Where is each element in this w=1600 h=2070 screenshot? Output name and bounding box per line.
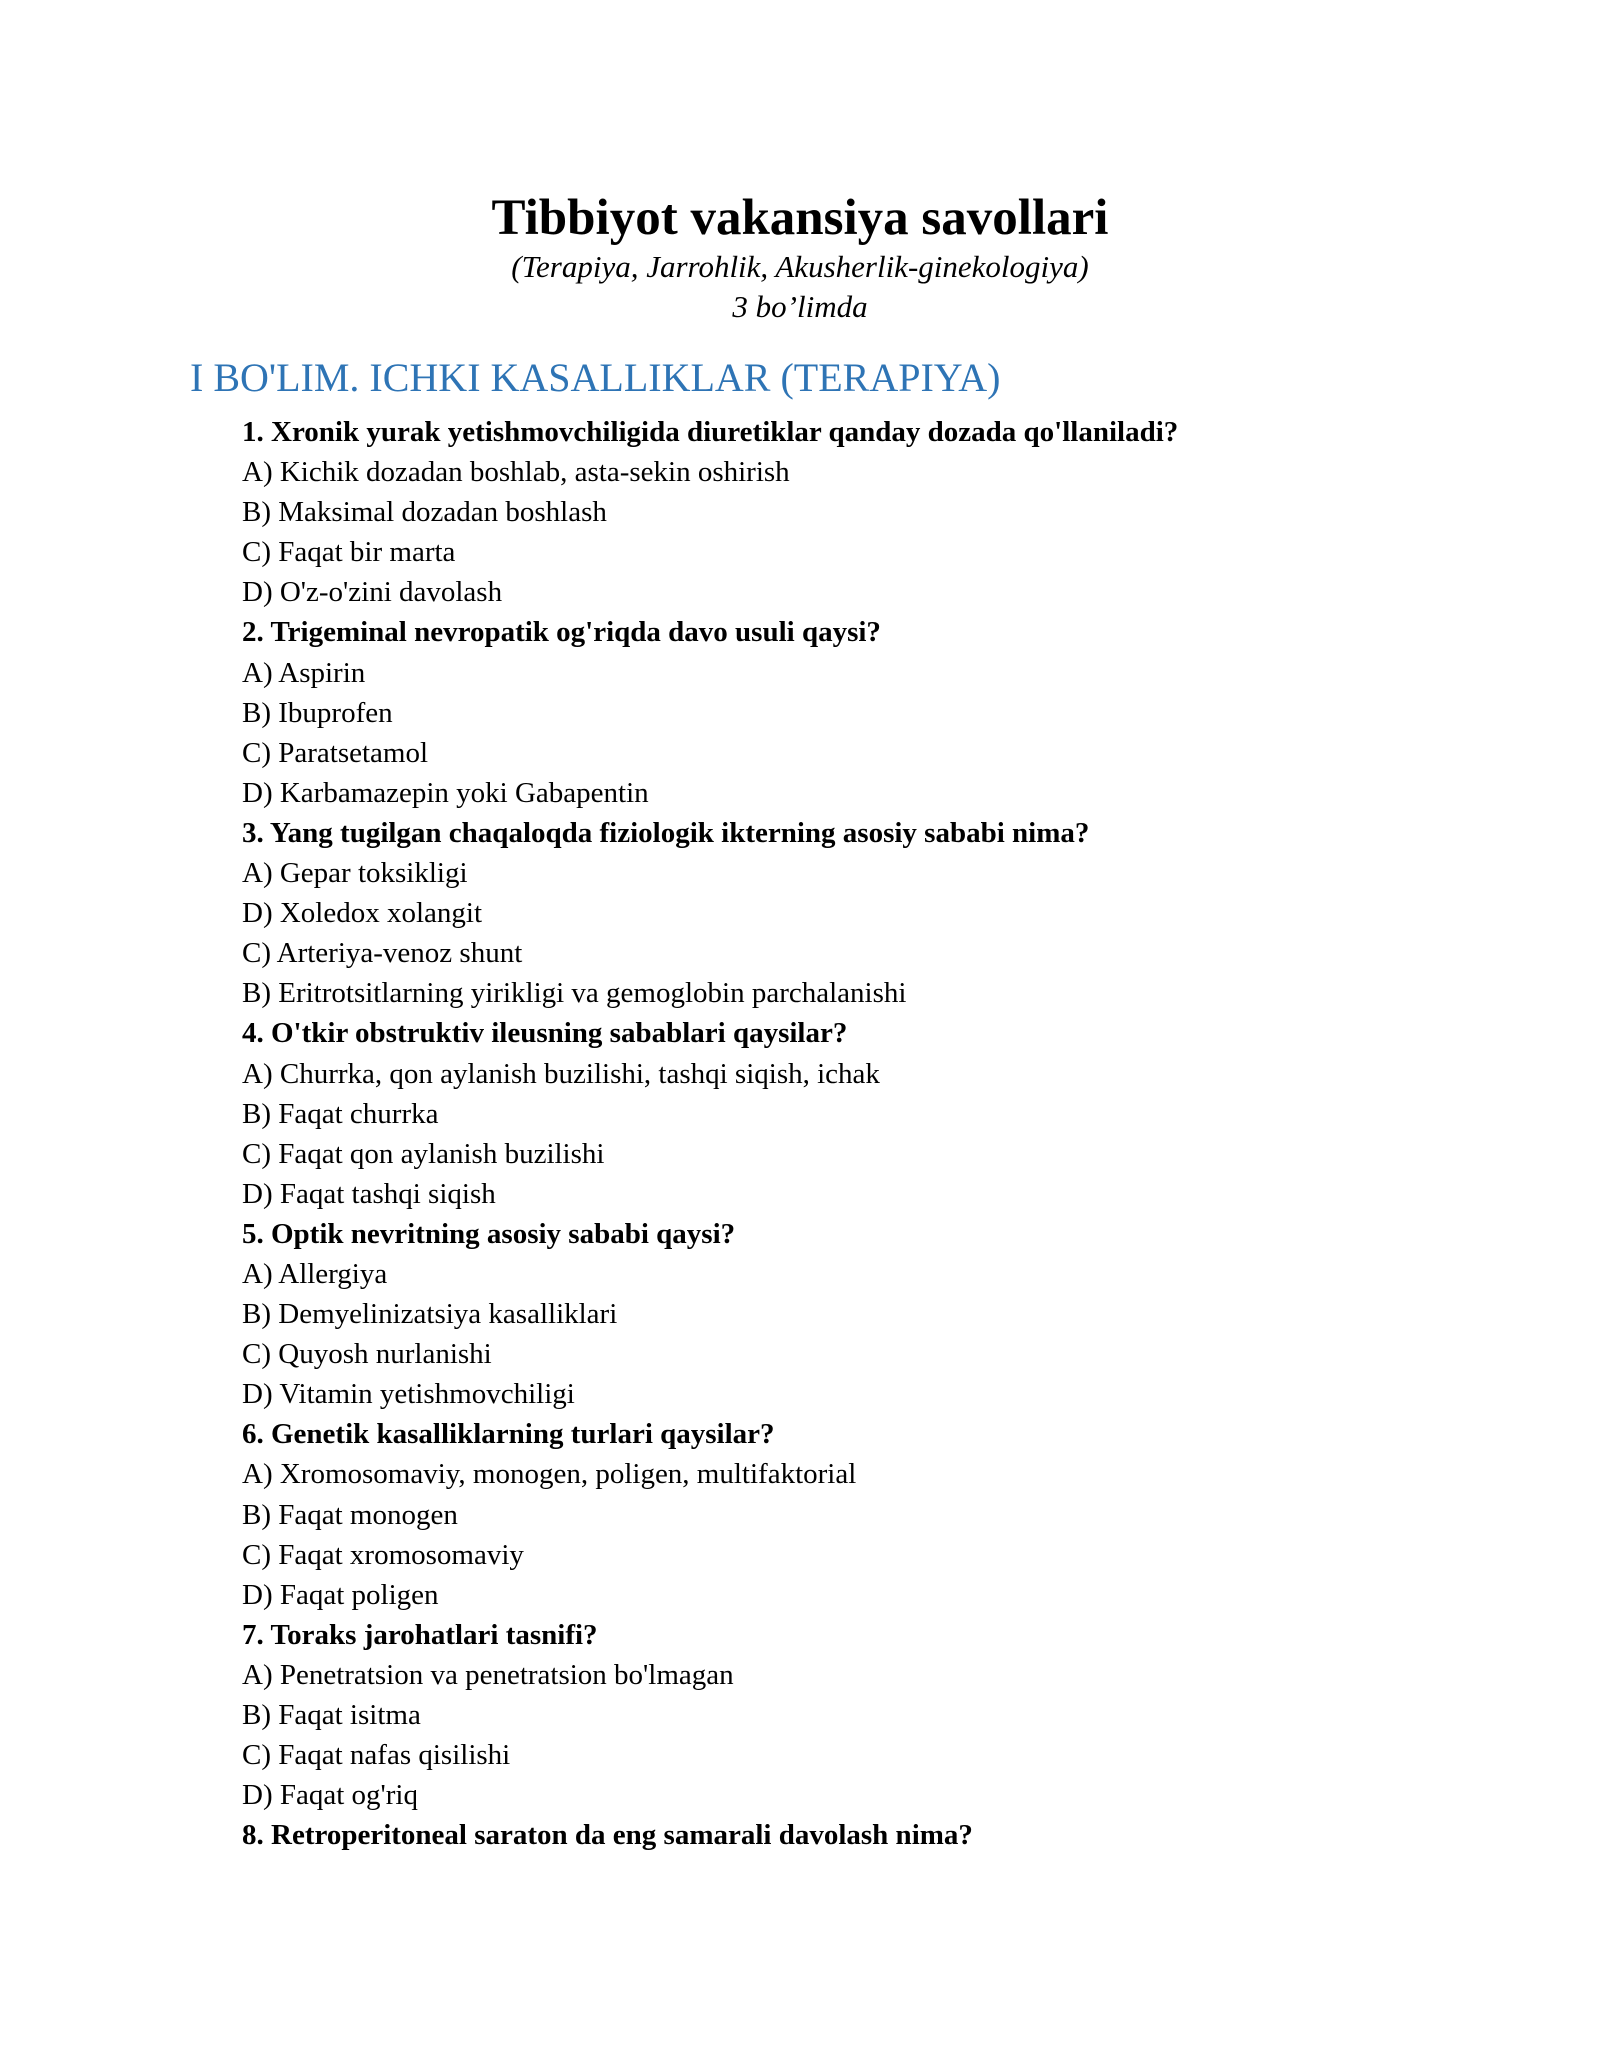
answer-option: C) Faqat xromosomaviy	[242, 1538, 524, 1571]
answer-option: B) Faqat monogen	[242, 1498, 458, 1531]
question-list	[242, 412, 1522, 1855]
answer-option: D) Xoledox xolangit	[242, 897, 483, 930]
answer-option: D) Faqat poligen	[242, 1578, 439, 1611]
answer-option: A) Kichik dozadan boshlab, asta-sekin oshirish	[242, 456, 790, 489]
answer-option: D) Faqat og'riq	[242, 1779, 418, 1812]
answer-option: B) Demyelinizatsiya kasalliklari	[242, 1298, 618, 1331]
answer-option: A) Aspirin	[242, 656, 366, 689]
answer-option: C) Faqat nafas qisilishi	[242, 1739, 511, 1772]
answer-option: A) Gepar toksikligi	[242, 857, 468, 890]
answer-option: C) Faqat bir marta	[242, 536, 456, 569]
answer-option: D) O'z-o'zini davolash	[242, 576, 503, 609]
document-title: Tibbiyot vakansiya savollari	[491, 190, 1109, 246]
answer-option: A) Churrka, qon aylanish buzilishi, tashqi siqish, ichak	[242, 1057, 880, 1090]
question-text: 6. Genetik kasalliklarning turlari qaysilar?	[242, 1418, 775, 1451]
document-section-count: 3 bo’limda	[732, 289, 868, 324]
answer-option: B) Maksimal dozadan boshlash	[242, 496, 607, 529]
question-text: 1. Xronik yurak yetishmovchiligida diuretiklar qanday dozada qo'llaniladi?	[242, 416, 1179, 448]
section-heading: I BO'LIM. ICHKI KASALLIKLAR (TERAPIYA)	[190, 355, 1001, 400]
answer-option: A) Allergiya	[242, 1257, 388, 1290]
question-text: 3. Yang tugilgan chaqaloqda fiziologik ikterning asosiy sababi nima?	[242, 816, 1090, 849]
answer-option: C) Paratsetamol	[242, 736, 429, 769]
document-subtitle: (Terapiya, Jarrohlik, Akusherlik-ginekologiya)	[511, 249, 1089, 284]
answer-option: C) Arteriya-venoz shunt	[242, 937, 523, 970]
answer-option: C) Faqat qon aylanish buzilishi	[242, 1137, 605, 1170]
answer-option: A) Penetratsion va penetratsion bo'lmagan	[242, 1658, 734, 1691]
answer-option: B) Faqat churrka	[242, 1097, 439, 1130]
answer-option: B) Ibuprofen	[242, 696, 393, 729]
question-text: 7. Toraks jarohatlari tasnifi?	[242, 1618, 598, 1651]
answer-option: C) Quyosh nurlanishi	[242, 1338, 492, 1371]
answer-option: D) Faqat tashqi siqish	[242, 1177, 496, 1210]
question-text: 5. Optik nevritning asosiy sababi qaysi?	[242, 1217, 736, 1250]
answer-option: D) Vitamin yetishmovchiligi	[242, 1378, 575, 1411]
question-text: 8. Retroperitoneal saraton da eng samarali davolash nima?	[242, 1819, 973, 1852]
question-text: 2. Trigeminal nevropatik og'riqda davo usuli qaysi?	[242, 616, 881, 649]
answer-option: D) Karbamazepin yoki Gabapentin	[242, 776, 649, 809]
question-text: 4. O'tkir obstruktiv ileusning sabablari qaysilar?	[242, 1017, 848, 1050]
answer-option: B) Faqat isitma	[242, 1699, 421, 1731]
answer-option: B) Eritrotsitlarning yirikligi va gemoglobin parchalanishi	[242, 977, 907, 1010]
answer-option: A) Xromosomaviy, monogen, poligen, multifaktorial	[242, 1458, 857, 1491]
